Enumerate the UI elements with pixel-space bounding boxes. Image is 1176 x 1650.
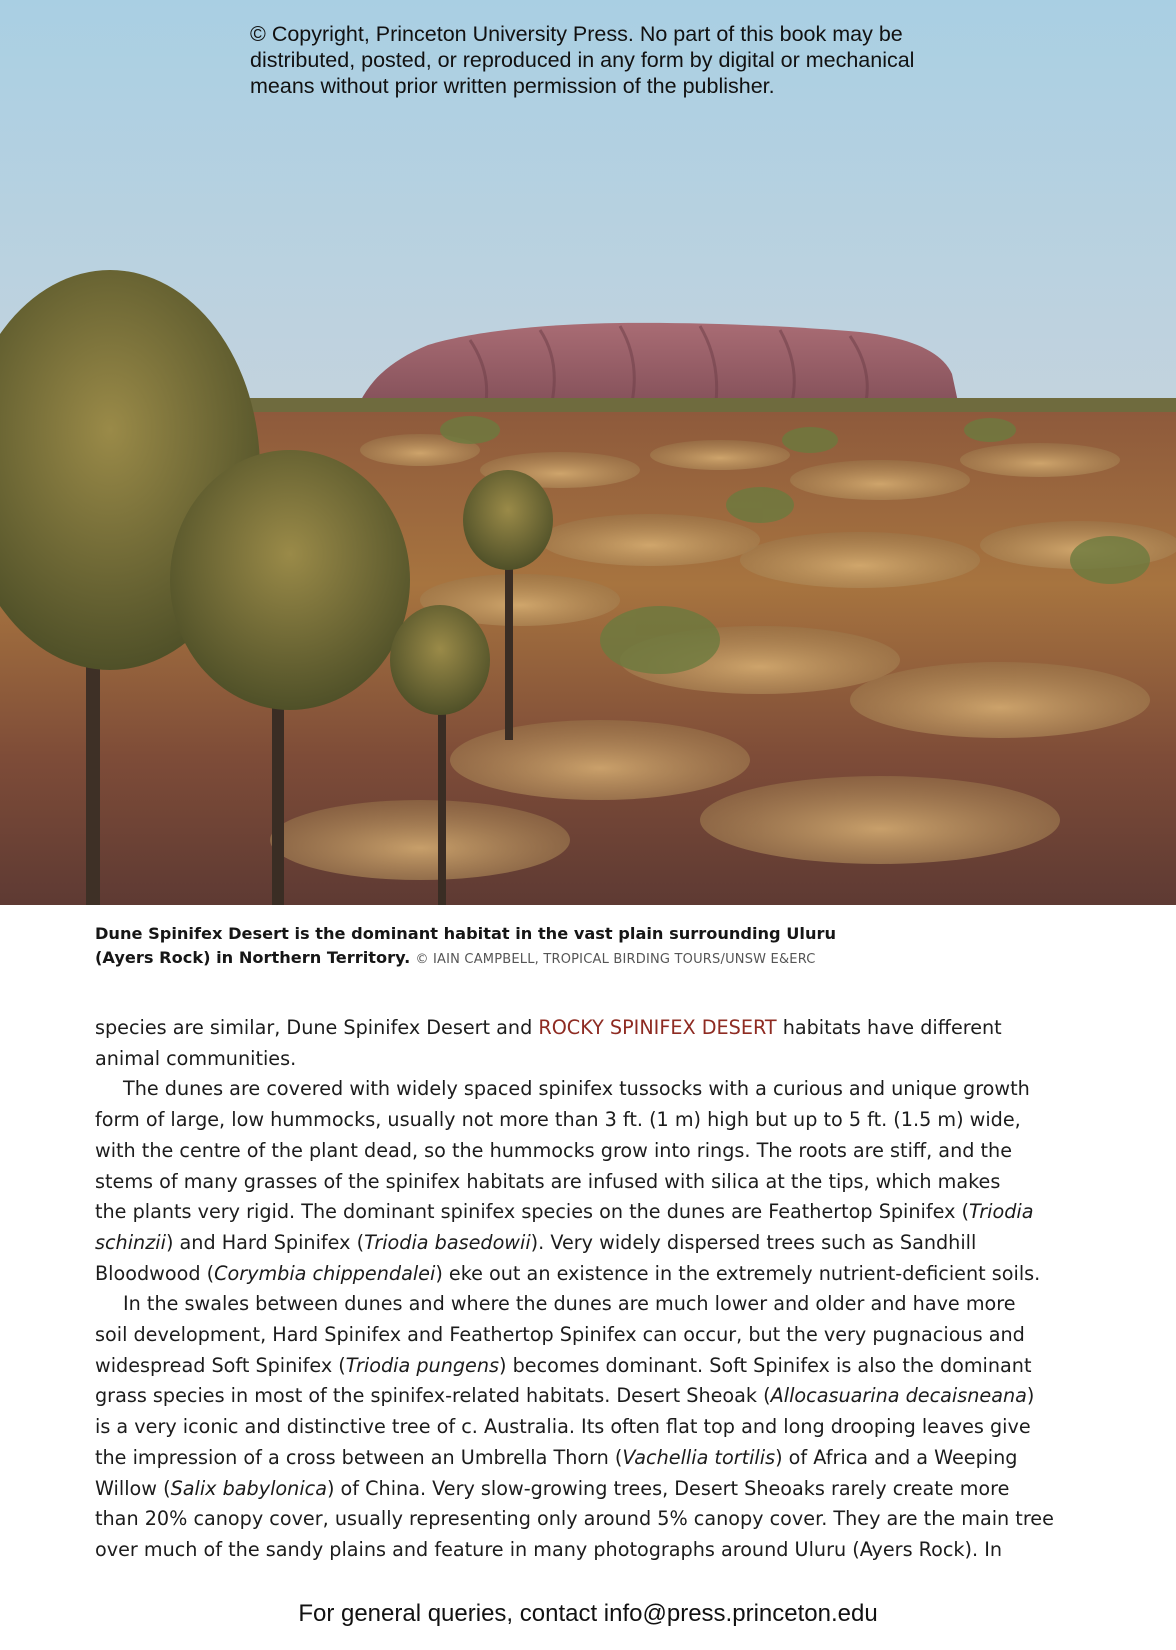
text-line: form of large, low hummocks, usually not more than 3 ft. (1 m) high but up to 5 ft. (1.5 m) wide, bbox=[95, 1108, 1021, 1132]
text-line: grass species in most of the spinifex-related habitats. Desert Sheoak (Allocasuarina decaisneana) bbox=[95, 1384, 1035, 1408]
text-line: is a very iconic and distinctive tree of c. Australia. Its often flat top and long drooping leaves give bbox=[95, 1415, 1031, 1439]
body-text bbox=[95, 1013, 1095, 1566]
text-line: animal communities. bbox=[95, 1046, 297, 1070]
text-line: widespread Soft Spinifex (Triodia pungens) becomes dominant. Soft Spinifex is also the dominant bbox=[95, 1353, 1032, 1377]
text-line: soil development, Hard Spinifex and Feathertop Spinifex can occur, but the very pugnacious and bbox=[95, 1323, 1025, 1347]
text-line: schinzii) and Hard Spinifex (Triodia basedowii). Very widely dispersed trees such as Sandhill bbox=[95, 1230, 977, 1254]
copyright-line: means without prior written permission of the publisher. bbox=[250, 74, 775, 98]
photo-credit: © IAIN CAMPBELL, TROPICAL BIRDING TOURS/UNSW E&ERC bbox=[415, 952, 816, 967]
paragraph-start-line: The dunes are covered with widely spaced spinifex tussocks with a curious and unique growth bbox=[123, 1077, 1030, 1101]
text-line: Bloodwood (Corymbia chippendalei) eke out an existence in the extremely nutrient-deficient soils. bbox=[95, 1261, 1041, 1285]
copyright-line: © Copyright, Princeton University Press. No part of this book may be bbox=[250, 22, 903, 46]
text-line: Willow (Salix babylonica) of China. Very slow-growing trees, Desert Sheoaks rarely create more bbox=[95, 1476, 1010, 1500]
paragraph-start-line: In the swales between dunes and where the dunes are much lower and older and have more bbox=[123, 1292, 1016, 1316]
text-line: the plants very rigid. The dominant spinifex species on the dunes are Feathertop Spinifex (Triodia bbox=[95, 1200, 1034, 1224]
text-line: species are similar, Dune Spinifex Desert and ROCKY SPINIFEX DESERT habitats have different bbox=[95, 1016, 1002, 1039]
caption-line: Dune Spinifex Desert is the dominant habitat in the vast plain surrounding Uluru bbox=[95, 924, 836, 943]
text-line: than 20% canopy cover, usually representing only around 5% canopy cover. They are the main tree bbox=[95, 1507, 1054, 1531]
copyright-notice bbox=[250, 21, 970, 99]
text-line: over much of the sandy plains and feature in many photographs around Uluru (Ayers Rock). In bbox=[95, 1537, 1003, 1561]
text-line: the impression of a cross between an Umbrella Thorn (Vachellia tortilis) of Africa and a Weeping bbox=[95, 1445, 1018, 1469]
caption-line: (Ayers Rock) in Northern Territory. bbox=[95, 948, 411, 967]
habitat-cross-reference-link[interactable]: ROCKY SPINIFEX DESERT bbox=[538, 1016, 777, 1039]
copyright-line: distributed, posted, or reproduced in any form by digital or mechanical bbox=[250, 48, 915, 72]
text-line: stems of many grasses of the spinifex habitats are infused with silica at the tips, which makes bbox=[95, 1169, 1001, 1193]
contact-footer: For general queries, contact info@press.princeton.edu bbox=[298, 1600, 878, 1627]
photo-caption bbox=[95, 922, 1095, 972]
text-line: with the centre of the plant dead, so the hummocks grow into rings. The roots are stiff, and the bbox=[95, 1138, 1012, 1162]
